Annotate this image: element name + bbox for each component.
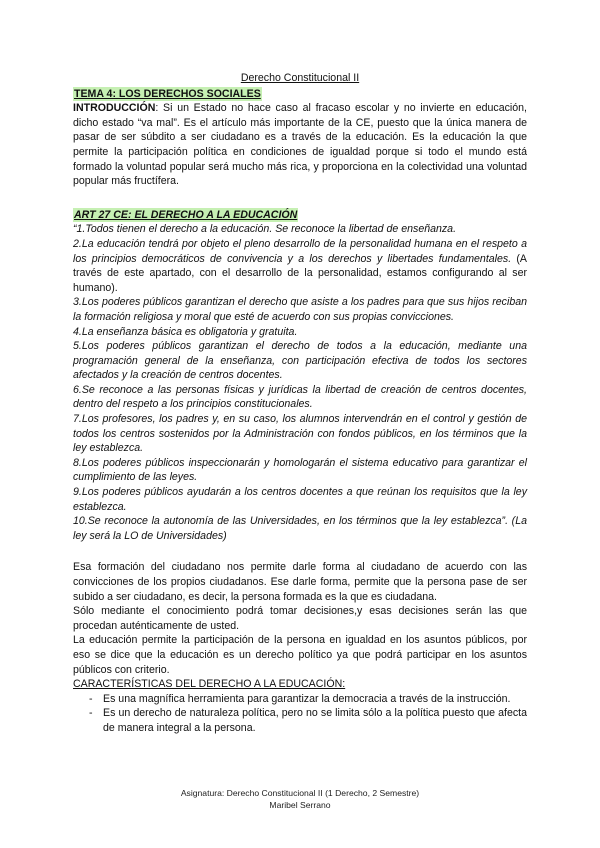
characteristics-item-text: Es una magnífica herramienta para garantizar la democracia a través de la instrucción.: [103, 692, 511, 705]
article-item-text: 10.Se reconoce la autonomía de las Universidades, en los términos que la ley establezca”. (La ley será la LO de Universidades): [73, 515, 527, 542]
article-item-10: [73, 514, 527, 543]
page-footer: [0, 787, 600, 811]
article-item-1: [73, 222, 527, 237]
article-item-2: [73, 237, 527, 295]
article-item-text: 6.Se reconoce a las personas físicas y jurídicas la libertad de creación de centros docentes, dentro del respeto a los principios constitucionales.: [73, 383, 527, 411]
characteristics-item-2: [73, 706, 527, 735]
article-item-text: 7.Los profesores, los padres y, en su caso, los alumnos intervendrán en el control y gestión de todos los centros sostenidos por la Administración con fondos públicos, en los términos que la ley establezca.: [73, 413, 527, 455]
body-paragraph-3: La educación permite la participación de la persona en igualdad en los asuntos públicos, por eso se dice que la educación es un derecho político ya que podrá participar en los asuntos públicos con criterio.: [73, 634, 527, 676]
section-gap: [73, 543, 527, 560]
tema-title: TEMA 4: LOS DERECHOS SOCIALES: [74, 87, 261, 100]
intro-label: INTRODUCCIÓN: [73, 102, 156, 115]
article-item-text: 2.La educación tendrá por objeto el pleno desarrollo de la personalidad humana en el respeto a los principios democráticos de convivencia y a los derechos y libertades fundamentales.: [73, 237, 527, 265]
article-title: ART 27 CE: EL DERECHO A LA EDUCACIÓN: [74, 208, 298, 221]
intro-paragraph: [73, 101, 527, 189]
article-item-9: [73, 485, 527, 514]
document-header: Derecho Constitucional II: [240, 72, 360, 84]
page-content: [73, 71, 527, 736]
bullet-dash: -: [89, 692, 93, 705]
article-item-note: (A través de este apartado, con el desarrollo de la personalidad, estamos configurando al ser humano).: [73, 252, 527, 294]
footer-course: Asignatura: Derecho Constitucional II (1 Derecho, 2 Semestre): [180, 788, 420, 798]
article-item-text: 3.Los poderes públicos garantizan el derecho que asiste a los padres para que sus hijos reciban la formación religiosa y moral que esté de acuerdo con sus propias convicciones.: [73, 296, 527, 323]
article-item-6: [73, 383, 527, 412]
article-item-text: “1.Todos tienen el derecho a la educación. Se reconoce la libertad de enseñanza.: [73, 223, 457, 236]
article-item-text: 4.La enseñanza básica es obligatoria y gratuita.: [73, 325, 298, 338]
article-item-3: [73, 295, 527, 324]
body-paragraph-1: Esa formación del ciudadano nos permite darle forma al ciudadano de acuerdo con las convicciones de los propios ciudadanos. Ese darle forma, permite que la persona pase de ser subido a ser ciudadano, es decir, la persona formada es la que es ciudadana.: [73, 561, 527, 603]
article-item-text: 9.Los poderes públicos ayudarán a los centros docentes a que reúnan los requisitos que la ley establezca.: [73, 486, 527, 513]
article-item-text: 8.Los poderes públicos inspeccionarán y homologarán el sistema educativo para garantizar el cumplimiento de las leyes.: [73, 456, 527, 484]
article-item-8: [73, 456, 527, 485]
article-item-5: [73, 339, 527, 383]
bullet-dash: -: [89, 707, 93, 720]
characteristics-list: [73, 692, 527, 736]
characteristics-item-text: Es un derecho de naturaleza política, pero no se limita sólo a la política puesto que afecta de manera integral a la persona.: [103, 707, 527, 734]
footer-author: Maribel Serrano: [269, 800, 331, 810]
characteristics-title: CARACTERÍSTICAS DEL DERECHO A LA EDUCACIÓN:: [73, 678, 346, 691]
article-list: [73, 222, 527, 543]
article-item-4: [73, 325, 527, 340]
article-item-text: 5.Los poderes públicos garantizan el derecho de todos a la educación, mediante una programación general de la enseñanza, con participación efectiva de todos los sectores afectados y la creación de centros docentes.: [73, 340, 527, 382]
article-item-7: [73, 412, 527, 456]
body-paragraph-2: Sólo mediante el conocimiento podrá tomar decisiones,y esas decisiones serán las que procedan auténticamente de usted.: [73, 605, 527, 632]
intro-text: : Si un Estado no hace caso al fracaso escolar y no invierte en educación, dicho estado “va mal”. Es el artículo más importante de la CE, puesto que la única manera de pasar de ser súbdito a ser ciudadano es a través de la educación. Es la educación la que permite la participación política en condiciones de igualdad porque si todo el mundo está formado la voluntad popular será mucho más rica, y proporciona en la colectividad una voluntad popular más fructífera.: [73, 102, 527, 188]
characteristics-item-1: [73, 692, 527, 707]
